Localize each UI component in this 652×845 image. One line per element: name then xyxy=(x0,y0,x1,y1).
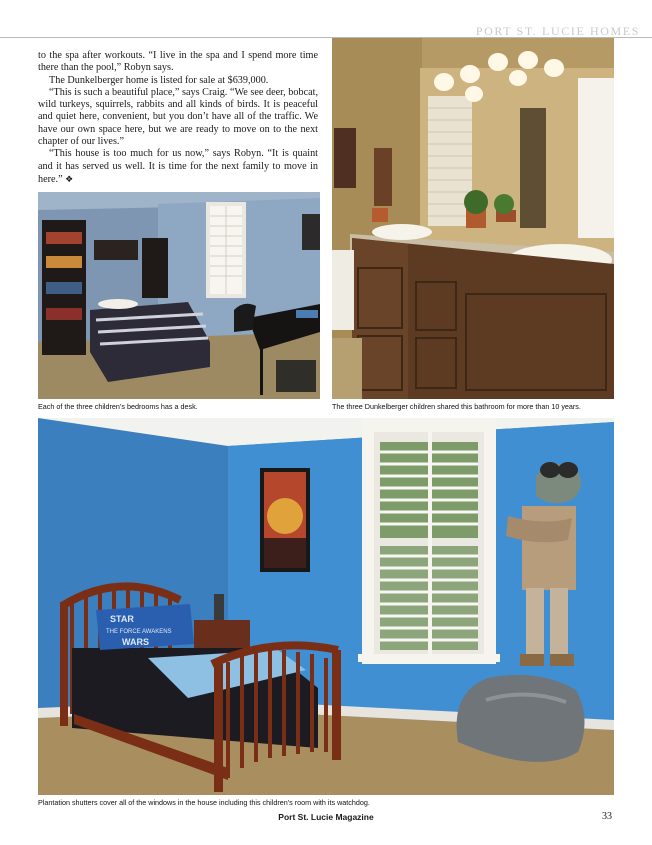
article-paragraph: “This is such a beautiful place,” says Craig. “We see deer, bobcat, wild turkeys, squirrels, rabbits and all kinds of birds. It is peaceful and quiet here, convenient, but you don’t have all of the traffic. We have our own space here, but we are ready to move on to the next chapter of our lives.” xyxy=(38,86,318,148)
article-paragraph: to the spa after workouts. “I live in the spa and I spend more time there than the pool,” Robyn says. xyxy=(38,50,318,74)
end-mark-icon: ❖ xyxy=(65,173,74,184)
footer-magazine-name: Port St. Lucie Magazine xyxy=(278,812,374,822)
closing-paragraph-text: “This house is too much for us now,” says Robyn. “It is quaint and it has served us well. It is time for the next family to move in here.” xyxy=(38,148,318,185)
pillow-wars-text: WARS xyxy=(122,637,149,647)
article-paragraph: The Dunkelberger home is listed for sale at $639,000. xyxy=(49,74,269,86)
running-title: PORT ST. LUCIE HOMES xyxy=(475,24,640,38)
starwars-bedroom-caption: Plantation shutters cover all of the windows in the house including this children’s room with its watchdog. xyxy=(38,798,370,807)
pillow-star-text: STAR xyxy=(110,614,134,624)
bedroom-desk-photo xyxy=(38,192,320,399)
article-text xyxy=(38,50,318,186)
article-paragraph xyxy=(38,148,318,186)
bathroom-photo xyxy=(332,38,614,399)
bathroom-caption: The three Dunkelberger children shared this bathroom for more than 10 years. xyxy=(332,402,581,411)
pillow-subtitle-text: THE FORCE AWAKENS xyxy=(106,629,172,635)
starwars-bedroom-photo xyxy=(38,418,614,795)
bedroom-desk-caption: Each of the three children’s bedrooms has a desk. xyxy=(38,402,198,411)
page-number: 33 xyxy=(602,811,612,822)
